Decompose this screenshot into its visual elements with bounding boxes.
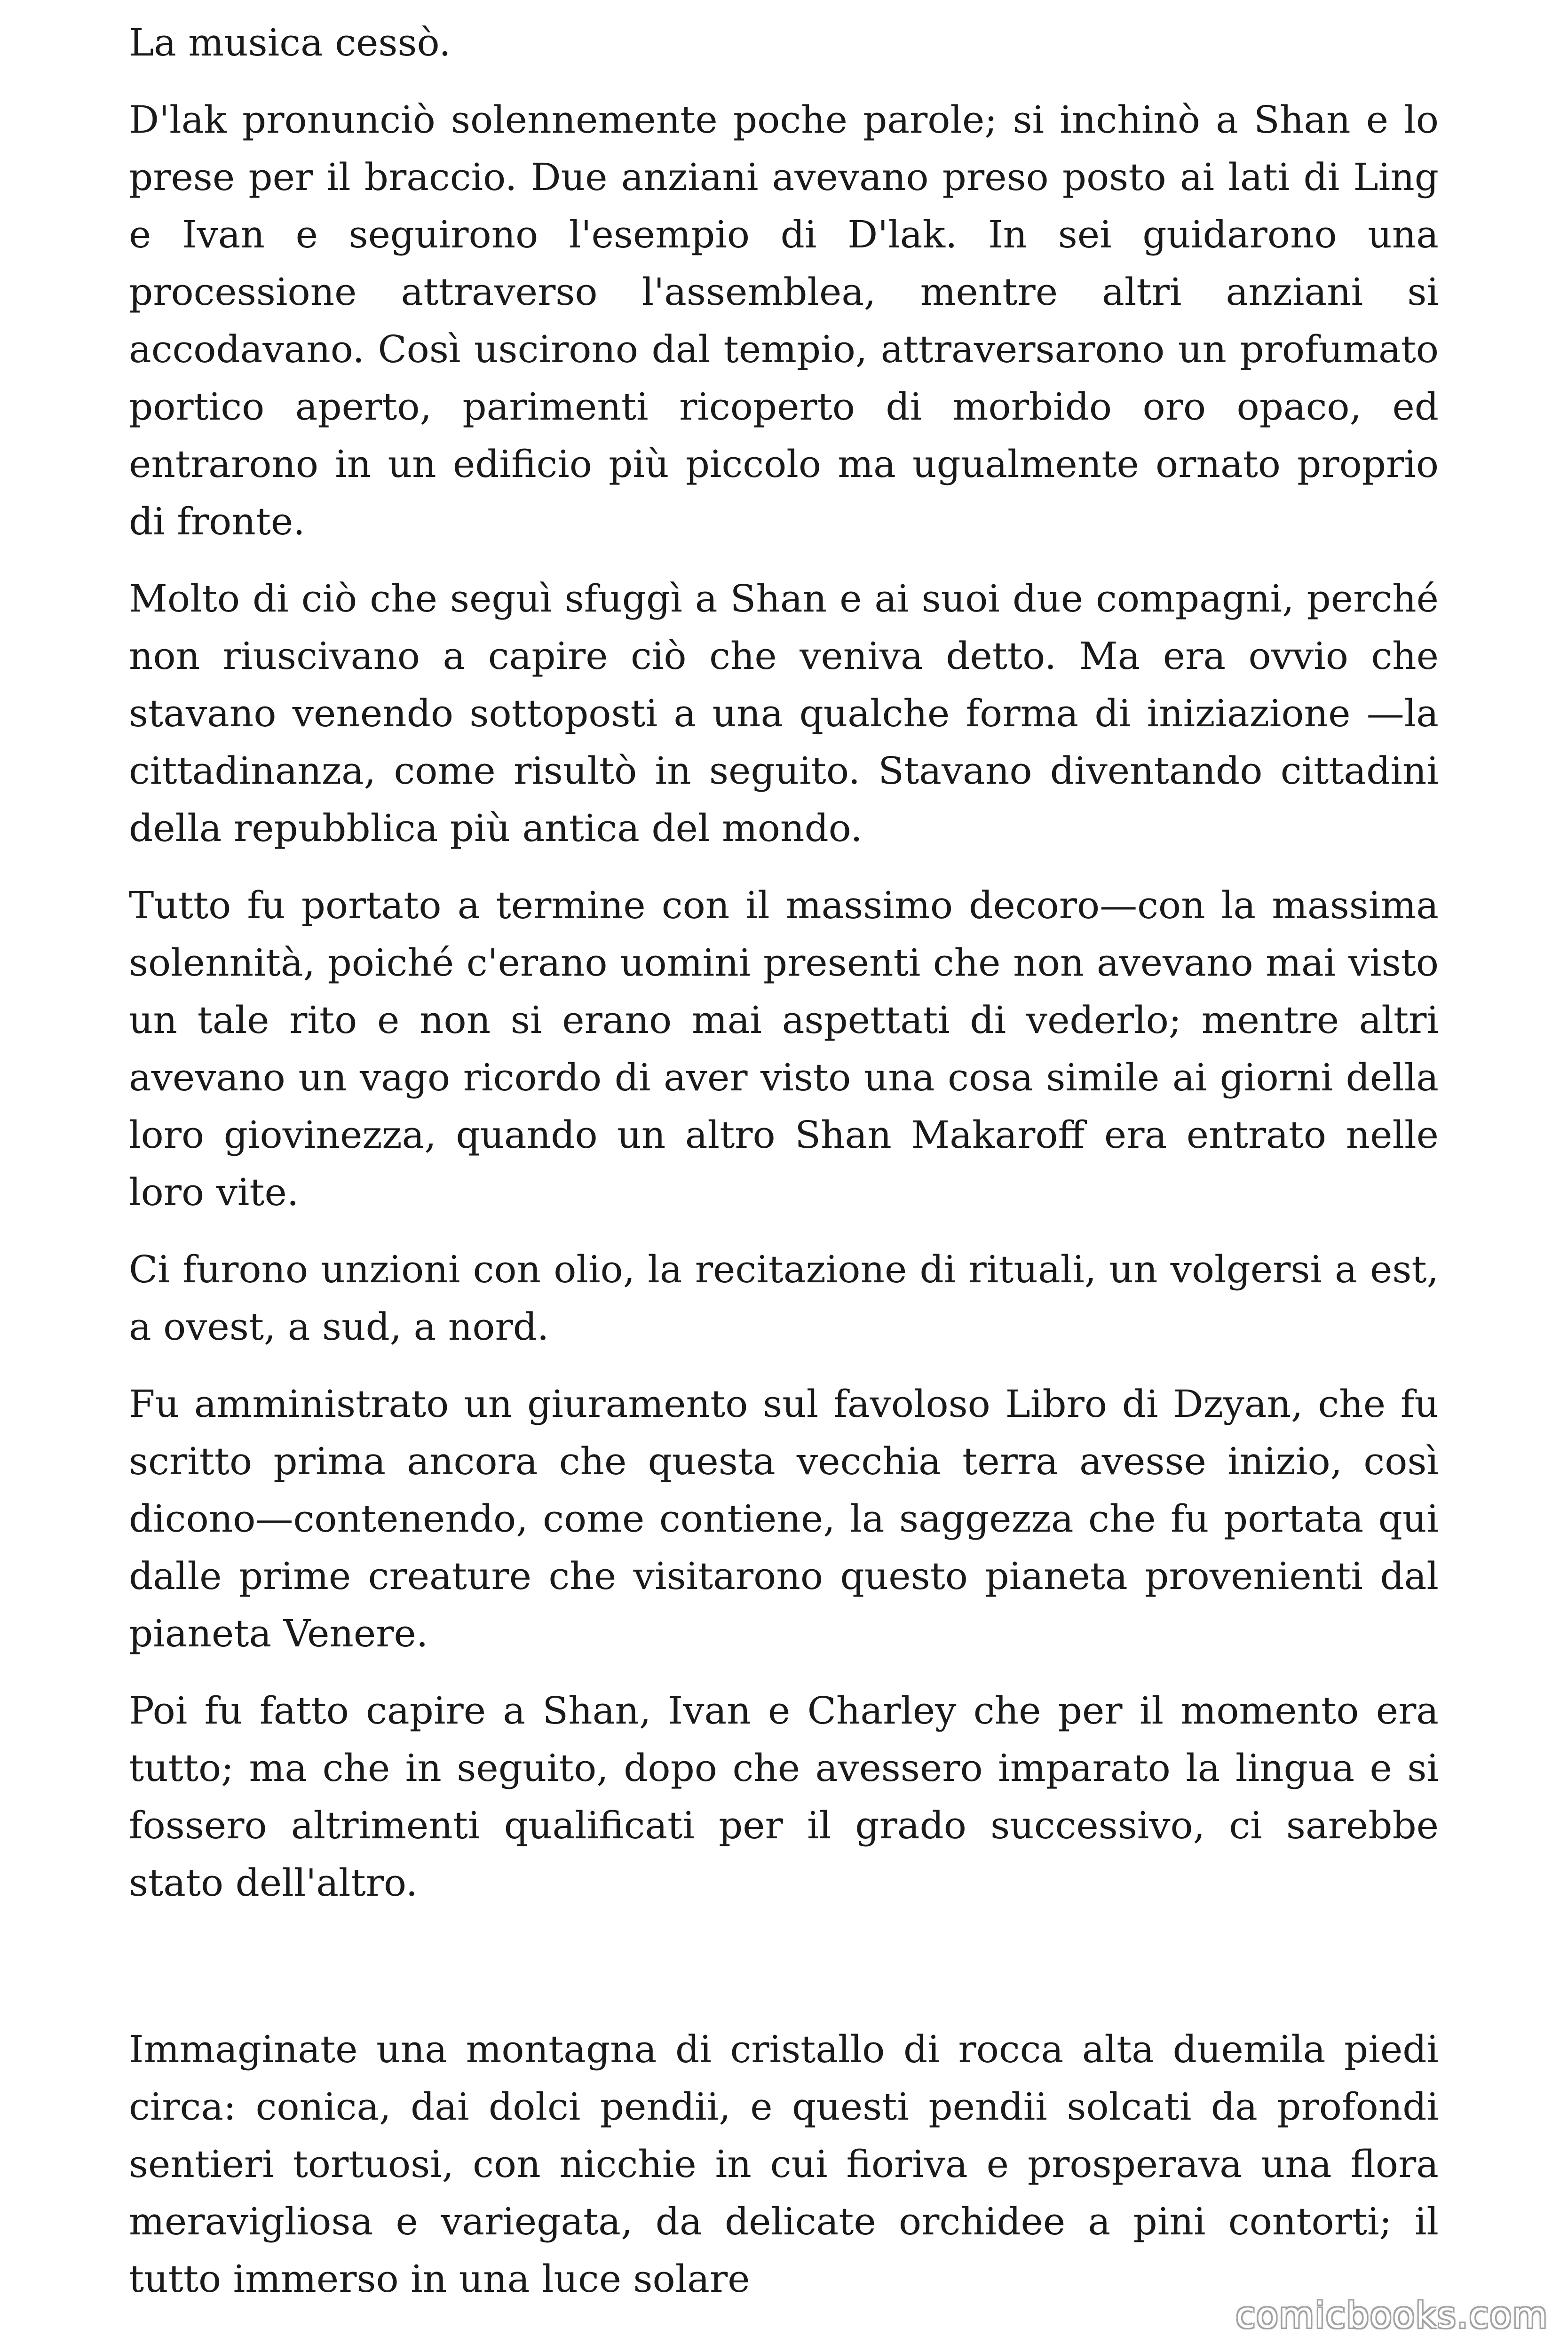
site-watermark: comicbooks.com: [1235, 2294, 1548, 2336]
paragraph-7: Poi fu fatto capire a Shan, Ivan e Charley che per il momento era tutto; ma che in seguito, dopo che avessero imparato la lingua e si fossero altrimenti qualificati per il grado successivo, ci sarebbe stato dell'altro.: [129, 1689, 1439, 1905]
paragraph-8: Immaginate una montagna di cristallo di rocca alta duemila piedi circa: conica, dai dolci pendii, e questi pendii solcati da profondi sentieri tortuosi, con nicchie in cui fioriva e prosperava una flora meravigliosa e variegata, da delicate orchidee a pini contorti; il tutto immerso in una luce solare: [129, 2027, 1439, 2301]
text-column: [129, 14, 1439, 2328]
paragraph-2: D'lak pronunciò solennemente poche parole; si inchinò a Shan e lo prese per il braccio. Due anziani avevano preso posto ai lati di Ling e Ivan e seguirono l'esempio di D'lak. In sei guidarono una processione attraverso l'assemblea, mentre altri anziani si accodavano. Così uscirono dal tempio, attraversarono un profumato portico aperto, parimenti ricoperto di morbido oro opaco, ed entrarono in un edificio più piccolo ma ugualmente ornato proprio di fronte.: [129, 98, 1439, 543]
paragraph-6: Fu amministrato un giuramento sul favoloso Libro di Dzyan, che fu scritto prima ancora che questa vecchia terra avesse inizio, così dicono—contenendo, come contiene, la saggezza che fu portata qui dalle prime creature che visitarono questo pianeta provenienti dal pianeta Venere.: [129, 1382, 1439, 1655]
scene-break: [129, 1931, 1439, 2021]
paragraph-3: Molto di ciò che seguì sfuggì a Shan e ai suoi due compagni, perché non riuscivano a capire ciò che veniva detto. Ma era ovvio che stavano venendo sottoposti a una qualche forma di iniziazione —la cittadinanza, come risultò in seguito. Stavano diventando cittadini della repubblica più antica del mondo.: [129, 577, 1439, 850]
paragraph-1: La musica cessò.: [129, 21, 451, 64]
paragraph-5: Ci furono unzioni con olio, la recitazione di rituali, un volgersi a est, a ovest, a sud, a nord.: [129, 1248, 1439, 1349]
paragraph-4: Tutto fu portato a termine con il massimo decoro—con la massima solennità, poiché c'erano uomini presenti che non avevano mai visto un tale rito e non si erano mai aspettati di vederlo; mentre altri avevano un vago ricordo di aver visto una cosa simile ai giorni della loro giovinezza, quando un altro Shan Makaroff era entrato nelle loro vite.: [129, 883, 1439, 1214]
